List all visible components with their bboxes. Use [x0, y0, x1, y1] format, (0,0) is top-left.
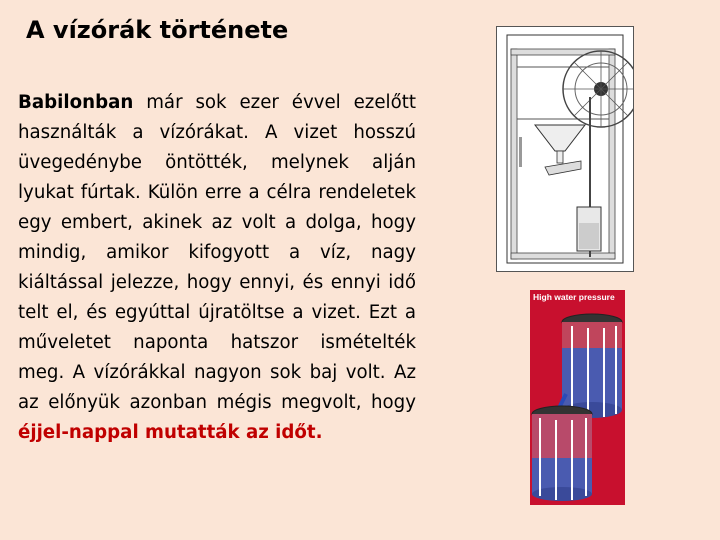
paragraph-text: már sok ezer évvel ezelőtt használták a vízórákat. A vizet hosszú üvegedénybe öntötték, melynek alján lyukat fúrtak. Külön erre a célra rendeletek egy embert, akinek az volt a dolga, hogy mindig, amikor kifogyott a víz, nagy kiáltással jelezze, hogy ennyi, és ennyi idő telt el, és egyúttal újratöltse a vizet. Ezt a műveletet naponta hatszor ismételték meg. A vízórákkal nagyon sok baj volt. Az az előnyük azonban mégis megvolt, hogy	[18, 92, 416, 413]
slide-title: A vízórák története	[26, 16, 289, 44]
highlight-text: éjjel-nappal mutatták az időt.	[18, 422, 323, 443]
water-pressure-image	[530, 290, 625, 505]
water-barrels-illustration-icon	[532, 314, 622, 501]
pressure-caption: High water pressure	[533, 292, 615, 302]
water-clock-drawing-icon	[497, 27, 633, 271]
water-clock-image	[496, 26, 634, 272]
lead-word: Babilonban	[18, 92, 134, 113]
body-paragraph	[18, 88, 416, 448]
